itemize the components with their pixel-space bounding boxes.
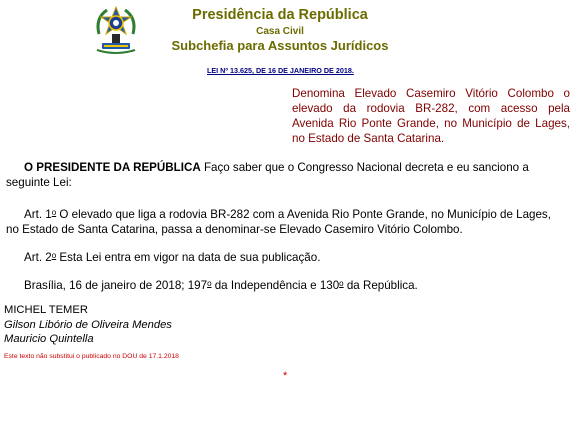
article-1-text: O elevado que liga a rodovia BR-282 com a Avenida Rio Ponte Grande, no Município de Lages, no Estado de Santa Catarina, passa a denominar-se Elevado Casemiro Vitório Colombo.	[6, 208, 551, 236]
asterisk-mark: *	[283, 370, 288, 382]
article-2-label: Art. 2	[24, 251, 52, 264]
date-line-part1: Brasília, 16 de janeiro de 2018; 197	[24, 279, 208, 292]
article-1-ordinal: o	[51, 208, 57, 217]
date-line-part2: da Independência e 130	[211, 279, 340, 292]
preamble-paragraph	[6, 160, 564, 190]
article-1-label: Art. 1	[24, 208, 52, 221]
law-title-link[interactable]: LEI Nº 13.625, DE 16 DE JANEIRO DE 2018.	[207, 66, 354, 75]
article-2-paragraph	[6, 248, 564, 265]
signature-minister-2-name: Mauricio Quintella	[4, 333, 94, 345]
date-line-part3: da República.	[343, 279, 418, 292]
signature-minister-1-name: Gilson Libório de Oliveira Mendes	[4, 319, 172, 331]
signature-minister-2	[4, 332, 94, 346]
preamble-text: Faço saber que o Congresso Nacional decreta e eu sanciono a seguinte Lei:	[6, 161, 529, 189]
signature-minister-1	[4, 318, 172, 332]
header-subtitle-casa-civil: Casa Civil	[256, 26, 304, 37]
date-line-ordinal1: o	[207, 279, 212, 288]
article-2-ordinal: o	[51, 251, 57, 260]
article-2-text: Esta Lei entra em vigor na data de sua publicação.	[56, 251, 321, 264]
dou-disclaimer-note: Este texto não substitui o publicado no DOU de 17.1.2018	[4, 353, 179, 360]
article-1-paragraph	[6, 205, 564, 237]
header-subtitle-subchefia: Subchefia para Assuntos Jurídicos	[171, 38, 389, 53]
brazil-coat-of-arms-icon	[93, 4, 139, 56]
president-heading: O PRESIDENTE DA REPÚBLICA	[24, 161, 201, 174]
date-line-ordinal2: o	[339, 279, 344, 288]
page-header	[0, 0, 575, 62]
date-line	[6, 276, 564, 293]
header-title-presidency: Presidência da República	[192, 7, 368, 23]
signature-president: MICHEL TEMER	[4, 304, 88, 316]
law-summary: Denomina Elevado Casemiro Vitório Colombo o elevado da rodovia BR-282, com acesso pela Avenida Rio Ponte Grande, no Município de Lages, no Estado de Santa Catarina.	[292, 87, 570, 145]
